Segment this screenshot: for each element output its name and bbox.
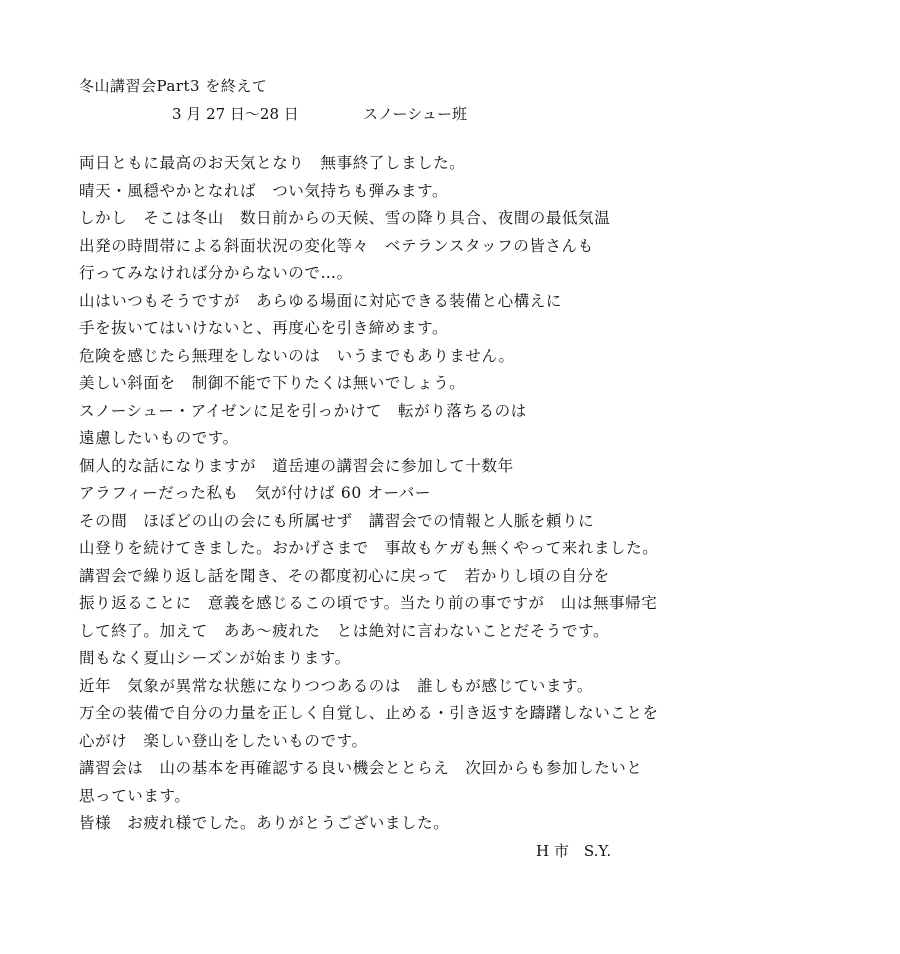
body-line: 講習会は 山の基本を再確認する良い機会ととらえ 次回からも参加したいと	[79, 759, 643, 777]
body-line: 危険を感じたら無理をしないのは いうまでもありません。	[79, 346, 515, 365]
body-line: 山はいつもそうですが あらゆる場面に対応できる装備と心構えに	[79, 291, 563, 310]
body-line: その間 ほぼどの山の会にも所属せず 講習会での情報と人脈を頼りに	[79, 511, 595, 530]
body-line: 個人的な話になりますが 道岳連の講習会に参加して十数年	[79, 456, 514, 475]
body-line: 講習会で繰り返し話を聞き、その都度初心に戻って 若かりし頃の自分を	[79, 566, 610, 585]
body-line: アラフィーだった私も 気が付けば 60 オーバー	[79, 484, 431, 502]
event-date: 3 月 27 日〜28 日	[172, 105, 299, 123]
author-signature: H 市 S.Y.	[536, 842, 612, 860]
body-text	[79, 150, 879, 838]
body-line: スノーシュー・アイゼンに足を引っかけて 転がり落ちるのは	[79, 401, 527, 420]
body-line: 間もなく夏山シーズンが始まります。	[79, 649, 351, 667]
body-line: 思っています。	[79, 786, 191, 805]
body-line: 皆様 お疲れ様でした。ありがとうございました。	[79, 814, 450, 832]
body-line: 心がけ 楽しい登山をしたいものです。	[79, 731, 368, 750]
body-line: 行ってみなければ分からないので…。	[79, 264, 353, 282]
group-name: スノーシュー班	[363, 105, 467, 123]
body-line: 手を抜いてはいけないと、再度心を引き締めます。	[79, 319, 449, 337]
body-line: しかし そこは冬山 数日前からの天候、雪の降り具合、夜間の最低気温	[79, 209, 611, 227]
body-line: 遠慮したいものです。	[79, 429, 239, 447]
body-line: 出発の時間帯による斜面状況の変化等々 ベテランスタッフの皆さんも	[79, 236, 594, 255]
body-line: 両日ともに最高のお天気となり 無事終了しました。	[79, 154, 466, 172]
body-line: 近年 気象が異常な状態になりつつあるのは 誰しもが感じています。	[79, 676, 593, 695]
body-line: 山登りを続けてきました。おかげさまで 事故もケガも無くやって来れました。	[79, 539, 659, 557]
body-line: 振り返ることに 意義を感じるこの頃です。当たり前の事ですが 山は無事帰宅	[79, 594, 658, 612]
body-line: して終了。加えて ああ〜疲れた とは絶対に言わないことだそうです。	[79, 621, 610, 640]
body-line: 万全の装備で自分の力量を正しく自覚し、止める・引き返すを躊躇しないことを	[79, 704, 659, 722]
document-title: 冬山講習会Part3 を終えて	[79, 77, 268, 95]
body-line: 晴天・風穏やかとなれば つい気持ちも弾みます。	[79, 181, 449, 200]
body-line: 美しい斜面を 制御不能で下りたくは無いでしょう。	[79, 374, 466, 392]
